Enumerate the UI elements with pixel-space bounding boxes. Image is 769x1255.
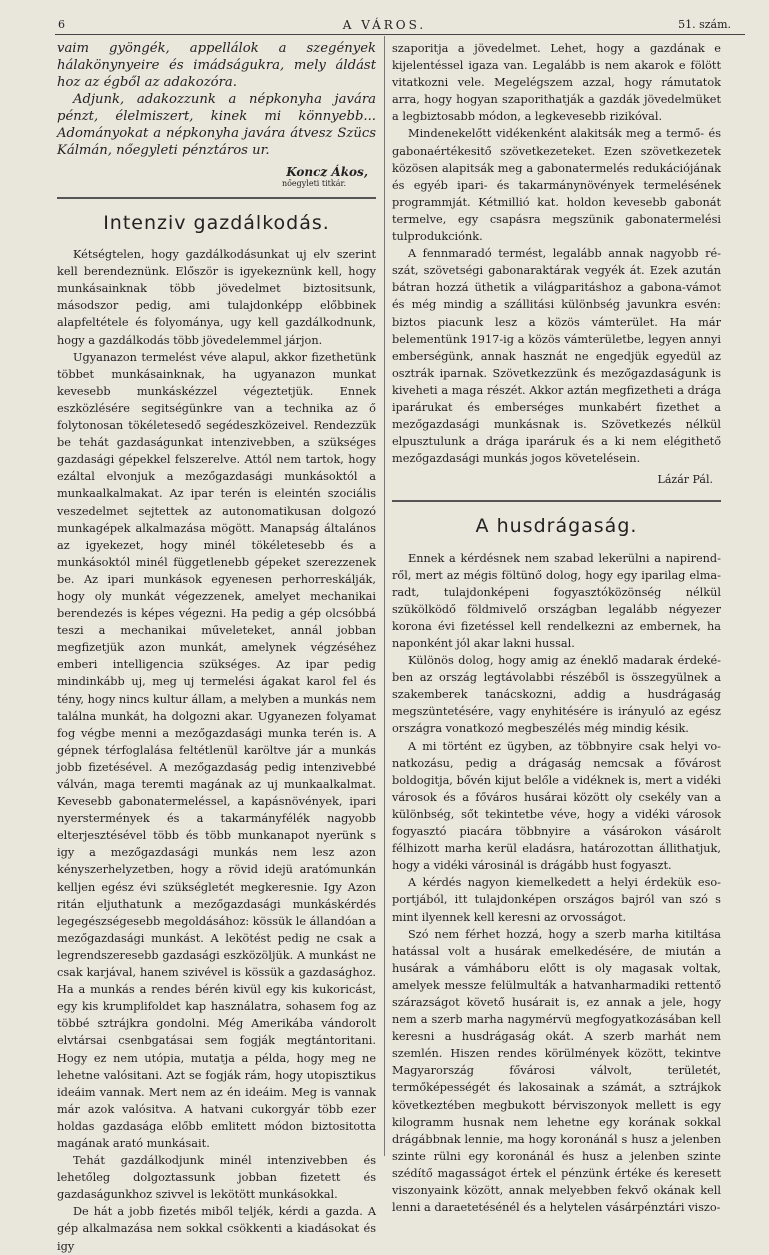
signature: Koncz Ákos, xyxy=(286,165,368,179)
header-rule xyxy=(55,34,745,35)
article-paragraph: szaporitja a jövedelmet. Lehet, hogy a gazdának e kijelentéssel igaza van. Legalább is nem akarok e fölött vitatkozni vele. Megelégszem azzal, hogy rámutatok arra, hogy hogyan szaporithatják a gazdák jövedelmüket a legbiztosabb módon, a legkevesebb rizikóval. xyxy=(392,42,721,124)
left-column xyxy=(57,40,376,1255)
page-number: 6 xyxy=(58,18,65,31)
article-title: Intenziv gazdálkodás. xyxy=(103,212,330,234)
article-paragraph: Különös dolog, hogy amig az éneklő madarak érdekében az ország legtávolabbi részéből is összegyülnek a szakemberek tanácskozni, addig a husdrágaság megszüntetésére, vagy enyhitésére is irányuló az egész országra vonatkozó megbeszélés még mindig késik. xyxy=(392,654,721,736)
right-column xyxy=(392,40,721,1216)
article-paragraph: A kérdés nagyon kiemelkedett a helyi érdekük esoportjából, itt tulajdonképen országos bajról van szó s mint ilyennek kell keresni az orvosságot. xyxy=(392,876,721,924)
article-paragraph: Kétségtelen, hogy gazdálkodásunkat uj elv szerint kell berendeznünk. Először is igyekeznünk kell, hogy munkásainknak több jövedelmet biztositsunk, másodszor pedig, ami tulajdonképp előbbinek alapfeltétele és folyománya, ugy kell gazdálkodnunk, hogy a gazdálkodás több jövedelemmel járjon. xyxy=(57,248,376,347)
article-paragraph: Szó nem férhet hozzá, hogy a szerb marha kitiltása hatással volt a husárak emelkedésére, de miután a husárak a vámháboru előtt is oly magasak voltak, amelyek messze felülmulták a hatvanharmadiki rettentő szárazságot követő husárait is, ez annak a jele, hogy nem a szerb marha nagymérvü megfogyatkozásában kell keresni a husdrágaság okát. A szerb marhát nem szemlén. Hiszen rendes körülmények között, tekintve Magyarország fővárosi válvolt, területét, termőképességét és lakosainak a számát, a sztrájkok következtében megbukott bérviszonyok mellett is egy kilogramm husnak nem lehetne egy korának sokkal drágábbnak lennie, ma hogy koronánál s husz a jelenben szinte rülni egy koronánál és husz a jelenben szinte szédítő magasságot értek el pénzünk értéke és keresett viszonyaink között, annak melyebben fekvő okának kell lenni a daraetetésénél és a helytelen vásárpénztári viszo- xyxy=(392,927,721,1215)
signature: Lázár Pál. xyxy=(657,473,713,487)
article-paragraph: Mindenekelőtt vidékenként alakitsák meg a termő- és gabonaértékesitő szövetkezeteket. Ezen szövetkezetek közösen alapitsák meg a gabonatermelés redukációjának és egyéb ipari- és takarmánynövények termelésének programmját. Kétmillió kat. holdon kevesebb gabonát termelve, egy csapásra megszünik gabonatermelési tulprodukciónk. xyxy=(392,127,721,244)
article-paragraph: Tehát gazdálkodjunk minél intenzivebben és lehetőleg dolgoztassunk jobban fizetett és gazdaságunkhoz szivvel is lekötött munkásokkal. xyxy=(57,1154,376,1202)
column-divider xyxy=(384,36,385,1156)
article-paragraph: A fennmaradó termést, legalább annak nagyobb részát, szövetségi gabonaraktárak vegyék át. Ezek azután bátran hozzá üthetik a világparitáshoz a gabona-vámot és még mindig a szállitási különbség javunkra esvén: biztos piacunk lesz a közös vámterület. Ha már belementünk 1917-ig a közös vámterületbe, legyen annyi emberségünk, annak hasznát ne engedjük egyedül az osztrák iparnak. Szövetkezzünk és mezőgazdaságunk is kiveheti a maga részét. Akkor aztán megfizetheti a drága iparárukat és emberséges munkabért fizethet a mezőgazdasági munkásnak is. Szövetkezés nélkül elpusztulunk a drága iparáruk és a ki nem elégithető mezőgazdasági munkás jogos követelésein. xyxy=(392,247,721,466)
article-title: A husdrágaság. xyxy=(475,515,638,538)
article-paragraph: De hát a jobb fizetés miből teljék, kérdi a gazda. A gép alkalmazása nem sokkal csökkenti a kiadásokat és igy xyxy=(57,1205,376,1253)
article-paragraph: Ugyanazon termelést véve alapul, akkor fizethetünk többet munkásainknak, ha ugyanazon munkat kevesebb munkáskézzel végeztetjük. Ennek eszközlésére segitségünkre van a technika az ő folytonosan tökéletesedő segédeszközeivel. Rendezzük be tehát gazdaságunkat intenzivebben, a szükséges gazdasági gépekkel felszerelve. Attól nem tartok, hogy ezáltal elvonjuk a mezőgazdasági munkásoktól a munkaalkalmakat. Az ipar terén is eleintén szociális veszedelmet sejtettek az autonomatikusan dolgozó munkagépek alkalmazása mögött. Manapság általános az igyekezet, hogy minél tökéletesebb és a munkásoktól minél függetlenebb gépeket szerezzenek be. Az ipari munkások egyenesen perhorreskálják, hogy oly munkát végezzenek, amelyet mechanikai berendezés is képes végezni. Ha pedig a gép olcsóbbá teszi a mechanikai műveleteket, annál jobban megfizetjük azon munkát, amelynek végzéséhez emberi intelligencia szükséges. Az ipar pedig mindinkább uj, meg uj termelési ágakat karol fel és tény, hogy nincs kultur állam, a melyben a munkás nem találna munkát, ha dolgozni akar. Ugyanezen folyamat fog végbe menni a mezőgazdasági munka terén is. A gépnek térfoglalása feltétlenül karöltve jár a munkás jobb fizetésével. A mezőgazdaság pedig intenzivebbé válván, maga teremti magának az uj munkaalkalmat. Kevesebb gabonatermeléssel, a kapásnövények, ipari nyerstermények és a takarmányfélék nagyobb elterjesztésével több és több munkanapot nyerünk s igy a mezőgazdasági munkás nem lesz azon kényszerhelyzetben, hogy a rövid idejü aratómunkán kelljen egész évi szükségletét megkeresnie. Igy Azon ritán eljuthatunk a mezőgazdasági munkáskérdés legegészségesebb megoldásához: kössük le állandóan a mezőgazdasági munkást. A lekötést pedig ne csak a legrendszeresebb gazdasági eszközöljük. A munkást ne csak karjával, hanem szivével is kössük a gazdasághoz. Ha a munkás a rendes bérén kivül egy kis kukoricást, egy kis krumplifoldet kap használatra, sohasem fog az többé sztrájkra gondolni. Még Amerikába vándorolt elvtársai csenbgatásai sem fogják megtántoritani. Hogy ez nem utópia, mutatja a példa, hogy meg ne lehetne valósitani. Azt se fogják rám, hogy utopisztikus ideáim vannak. Mert nem az én ideáim. Meg is vannak már azok valósitva. A hatvani cukorgyár több ezer holdas gazdasága előbb emlitett módon biztositotta magának arató munkásait. xyxy=(57,350,376,1150)
page-header xyxy=(0,18,769,34)
article-separator xyxy=(392,500,721,502)
intro-paragraph: vaim gyöngék, appellálok a szegények hálakönynyeire és imádságukra, mely áldást hoz az égből az adakozóra. xyxy=(57,41,376,90)
intro-paragraph: Adjunk, adakozzunk a népkonyha javára pénzt, élelmiszert, kinek mi könnyebb... Adományokat a népkonyha javára átvesz Szücs Kálmán, nőegyleti pénztáros ur. xyxy=(57,92,376,158)
signature-title: nőegyleti titkár. xyxy=(281,179,346,188)
newspaper-title: A VÁROS. xyxy=(342,18,427,32)
issue-number: 51. szám. xyxy=(678,18,731,31)
article-separator xyxy=(57,197,376,199)
article-paragraph: Ennek a kérdésnek nem szabad lekerülni a napirendről, mert az mégis föltünő dolog, hogy egy iparilag elmaradt, tulajdonképeni fogyasztóközönség nélkül szükölködő földmivelő országban legalább négyezer korona évi fizetéssel kell rendelkezni az embernek, ha naponként jól akar lakni hussal. xyxy=(392,551,721,650)
article-paragraph: A mi történt ez ügyben, az többnyire csak helyi vonatkozásu, pedig a drágaság nemcsak a fővárost boldogitja, bővén kijut belőle a vidéknek is, mert a vidéki városok és a főváros husárai között oly csekély van a különbség, sőt tekintetbe véve, hogy a vidéki városok fogyasztó piacára többnyire a vásárokon vásárolt félhizott marha kerül eladásra, határozottan állithatjuk, hogy a vidéki városinál is drágább hust fogyaszt. xyxy=(392,739,721,873)
